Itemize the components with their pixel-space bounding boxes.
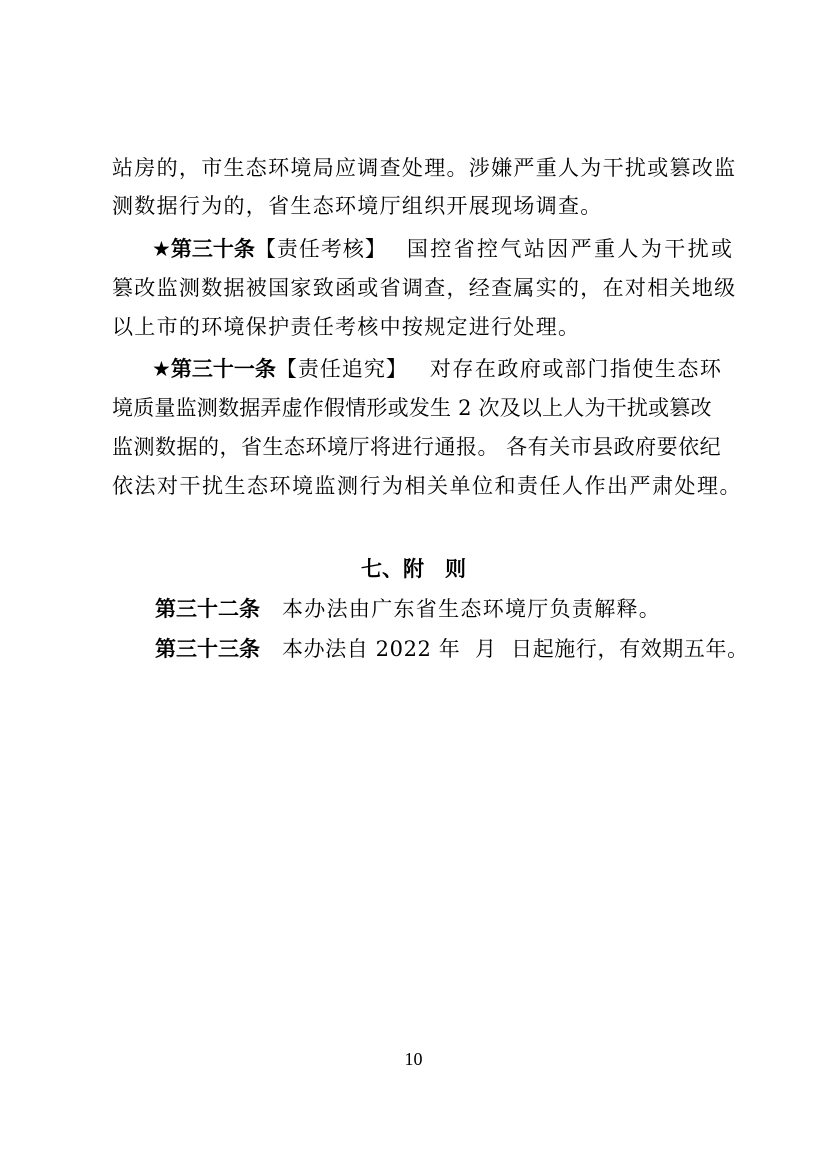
paragraph-line (0, 268, 827, 308)
article-30-first-line (0, 229, 827, 269)
continuation-line-1: 站房的，市生态环境局应调查处理。涉嫌严重人为干扰或篡改监 (112, 156, 737, 180)
paragraph-line (0, 186, 827, 226)
paragraph-line (0, 466, 827, 506)
article-31-text-4: 依法对干扰生态环境监测行为相关单位和责任人作出严肃处理。 (112, 474, 742, 498)
article-31-tag: 【责任追究】 (275, 357, 408, 381)
article-30-title: ★第三十条 (152, 237, 255, 261)
paragraph-line (0, 307, 827, 347)
paragraph-line (0, 427, 827, 467)
article-31-text-1: 对存在政府或部门指使生态环 (429, 357, 723, 381)
article-30-text-3: 以上市的环境保护责任考核中按规定进行处理。 (112, 315, 581, 339)
paragraph-line (0, 148, 827, 188)
article-32-title: 第三十二条 (155, 597, 260, 621)
article-33-title: 第三十三条 (155, 637, 260, 661)
article-30-text-1: 国控省控气站因严重人为干扰或 (406, 237, 735, 261)
article-31-title: ★第三十一条 (152, 357, 276, 381)
article-32-line (0, 589, 827, 629)
page-number: 10 (404, 1049, 423, 1069)
article-33-text: 本办法自 2022 年 月 日起施行，有效期五年。 (282, 637, 749, 661)
article-31-text-2: 境质量监测数据弄虚作假情形或发生 2 次及以上人为干扰或篡改 (112, 396, 712, 420)
article-31-first-line (0, 349, 827, 389)
continuation-line-2: 测数据行为的，省生态环境厅组织开展现场调查。 (112, 194, 603, 218)
article-31-text-3: 监测数据的，省生态环境厅将进行通报。 各有关市县政府要依纪 (112, 435, 722, 459)
article-33-line (0, 629, 827, 669)
article-30-text-2: 篡改监测数据被国家致函或省调查，经查属实的，在对相关地级 (112, 276, 737, 300)
article-30-tag: 【责任考核】 (254, 237, 387, 261)
paragraph-line (0, 388, 827, 428)
article-32-text: 本办法由广东省生态环境厅负责解释。 (282, 597, 662, 621)
section-heading: 七、附 则 (361, 557, 466, 581)
